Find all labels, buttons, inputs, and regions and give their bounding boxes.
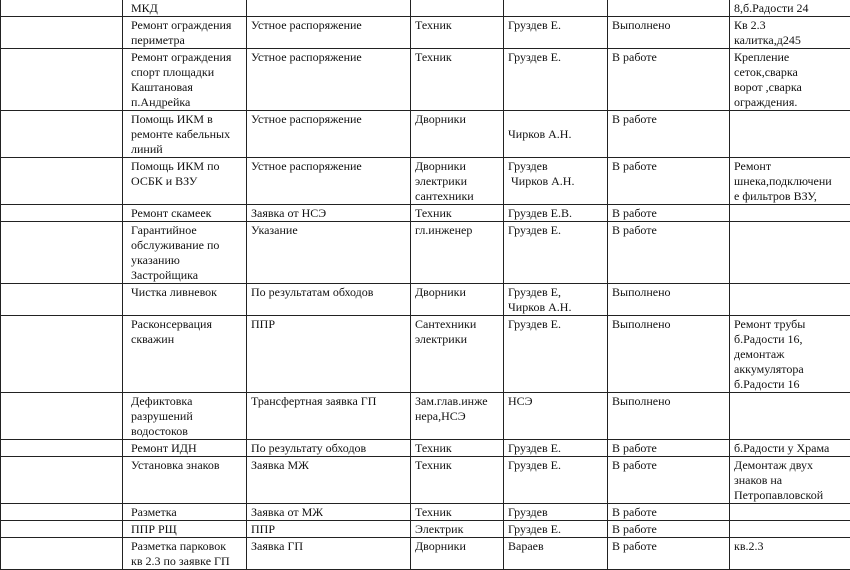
row-lead-cell xyxy=(1,205,123,222)
cell-assignee: Чирков А.Н. xyxy=(504,111,608,158)
row-lead-cell xyxy=(1,504,123,521)
cell-performer: Дворники xyxy=(411,538,504,570)
cell-status: В работе xyxy=(608,504,730,521)
cell-status: В работе xyxy=(608,158,730,205)
table-row xyxy=(1,0,850,17)
table-row xyxy=(1,457,850,504)
cell-performer: Зам.глав.инже нера,НСЭ xyxy=(411,393,504,440)
table-row xyxy=(1,521,850,538)
cell-status: Выполнено xyxy=(608,316,730,393)
cell-note: Кв 2.3 калитка,д245 xyxy=(730,17,850,49)
cell-performer: Техник xyxy=(411,504,504,521)
cell-status: В работе xyxy=(608,538,730,570)
cell-performer: Техник xyxy=(411,440,504,457)
cell-task: Чистка ливневок xyxy=(123,284,247,316)
cell-performer: Сантехники электрики xyxy=(411,316,504,393)
cell-performer: Дворники xyxy=(411,111,504,158)
row-lead-cell xyxy=(1,158,123,205)
cell-task: Разметка xyxy=(123,504,247,521)
cell-task: Ремонт ограждения спорт площадки Каштановая п.Андрейка xyxy=(123,49,247,111)
cell-performer: Техник xyxy=(411,457,504,504)
cell-assignee xyxy=(504,0,608,17)
cell-task: Установка знаков xyxy=(123,457,247,504)
table-row xyxy=(1,49,850,111)
row-lead-cell xyxy=(1,440,123,457)
cell-status: В работе xyxy=(608,205,730,222)
cell-basis: Устное распоряжение xyxy=(247,49,411,111)
table-row xyxy=(1,393,850,440)
cell-basis: По результату обходов xyxy=(247,440,411,457)
cell-assignee: Груздев Чирков А.Н. xyxy=(504,158,608,205)
cell-note: 8,б.Радости 24 xyxy=(730,0,850,17)
cell-status: Выполнено xyxy=(608,393,730,440)
cell-basis: Устное распоряжение xyxy=(247,158,411,205)
cell-assignee: Груздев Е. xyxy=(504,17,608,49)
cell-status: Выполнено xyxy=(608,17,730,49)
row-lead-cell xyxy=(1,0,123,17)
cell-assignee: Груздев xyxy=(504,504,608,521)
cell-status: В работе xyxy=(608,49,730,111)
cell-basis: Заявка ГП xyxy=(247,538,411,570)
cell-basis: По результатам обходов xyxy=(247,284,411,316)
cell-performer: Техник xyxy=(411,205,504,222)
table-row xyxy=(1,440,850,457)
cell-basis: Заявка МЖ xyxy=(247,457,411,504)
table-row xyxy=(1,222,850,284)
cell-note: Крепление сеток,сварка ворот ,сварка ограждения. xyxy=(730,49,850,111)
cell-status: В работе xyxy=(608,521,730,538)
cell-note: Ремонт шнека,подключени е фильтров ВЗУ, xyxy=(730,158,850,205)
cell-assignee: Груздев Е. xyxy=(504,457,608,504)
cell-note xyxy=(730,205,850,222)
cell-note xyxy=(730,222,850,284)
row-lead-cell xyxy=(1,393,123,440)
table-row xyxy=(1,111,850,158)
row-lead-cell xyxy=(1,111,123,158)
row-lead-cell xyxy=(1,538,123,570)
row-lead-cell xyxy=(1,49,123,111)
row-lead-cell xyxy=(1,521,123,538)
cell-task: Ремонт скамеек xyxy=(123,205,247,222)
cell-basis: Заявка от МЖ xyxy=(247,504,411,521)
cell-note: Демонтаж двух знаков на Петропавловской xyxy=(730,457,850,504)
table-row xyxy=(1,538,850,570)
cell-task: Ремонт ограждения периметра xyxy=(123,17,247,49)
cell-basis: Устное распоряжение xyxy=(247,17,411,49)
row-lead-cell xyxy=(1,222,123,284)
cell-note: Ремонт трубы б.Радости 16, демонтаж аккумулятора б.Радости 16 xyxy=(730,316,850,393)
row-lead-cell xyxy=(1,457,123,504)
cell-basis: ППР xyxy=(247,316,411,393)
cell-assignee: Груздев Е. xyxy=(504,521,608,538)
cell-task: ППР РЩ xyxy=(123,521,247,538)
table-row xyxy=(1,316,850,393)
cell-basis: Трансфертная заявка ГП xyxy=(247,393,411,440)
cell-status: В работе xyxy=(608,111,730,158)
table-body xyxy=(1,0,850,570)
cell-status: В работе xyxy=(608,457,730,504)
row-lead-cell xyxy=(1,17,123,49)
cell-assignee: Груздев Е. xyxy=(504,316,608,393)
cell-status: В работе xyxy=(608,222,730,284)
cell-basis xyxy=(247,0,411,17)
row-lead-cell xyxy=(1,284,123,316)
cell-assignee: Груздев Е. xyxy=(504,222,608,284)
cell-assignee: Груздев Е.В. xyxy=(504,205,608,222)
cell-assignee: Вараев xyxy=(504,538,608,570)
table-row xyxy=(1,205,850,222)
cell-assignee: Груздев Е. xyxy=(504,49,608,111)
cell-status: В работе xyxy=(608,440,730,457)
cell-basis: Указание xyxy=(247,222,411,284)
cell-performer: Дворники электрики сантехники xyxy=(411,158,504,205)
cell-note xyxy=(730,284,850,316)
cell-performer: Дворники xyxy=(411,284,504,316)
cell-task: Помощь ИКМ по ОСБК и ВЗУ xyxy=(123,158,247,205)
cell-performer: Техник xyxy=(411,49,504,111)
cell-task: Помощь ИКМ в ремонте кабельных линий xyxy=(123,111,247,158)
cell-task: Ремонт ИДН xyxy=(123,440,247,457)
cell-task: Разметка парковок кв 2.3 по заявке ГП xyxy=(123,538,247,570)
table-row xyxy=(1,158,850,205)
cell-performer: гл.инженер xyxy=(411,222,504,284)
cell-task: Дефиктовка разрушений водостоков xyxy=(123,393,247,440)
cell-performer xyxy=(411,0,504,17)
cell-task: Расконсервация скважин xyxy=(123,316,247,393)
cell-basis: Устное распоряжение xyxy=(247,111,411,158)
cell-assignee: Груздев Е. xyxy=(504,440,608,457)
table-row xyxy=(1,17,850,49)
cell-task: МКД xyxy=(123,0,247,17)
cell-performer: Техник xyxy=(411,17,504,49)
cell-note: кв.2.3 xyxy=(730,538,850,570)
cell-note xyxy=(730,111,850,158)
cell-assignee: НСЭ xyxy=(504,393,608,440)
cell-basis: ППР xyxy=(247,521,411,538)
cell-note: б.Радости у Храма xyxy=(730,440,850,457)
cell-status: Выполнено xyxy=(608,284,730,316)
cell-status xyxy=(608,0,730,17)
cell-basis: Заявка от НСЭ xyxy=(247,205,411,222)
cell-assignee: Груздев Е, Чирков А.Н. xyxy=(504,284,608,316)
cell-note xyxy=(730,393,850,440)
cell-note xyxy=(730,521,850,538)
table-row xyxy=(1,504,850,521)
cell-performer: Электрик xyxy=(411,521,504,538)
table-row xyxy=(1,284,850,316)
row-lead-cell xyxy=(1,316,123,393)
cell-task: Гарантийное обслуживание по указанию Застройщика xyxy=(123,222,247,284)
cell-note xyxy=(730,504,850,521)
